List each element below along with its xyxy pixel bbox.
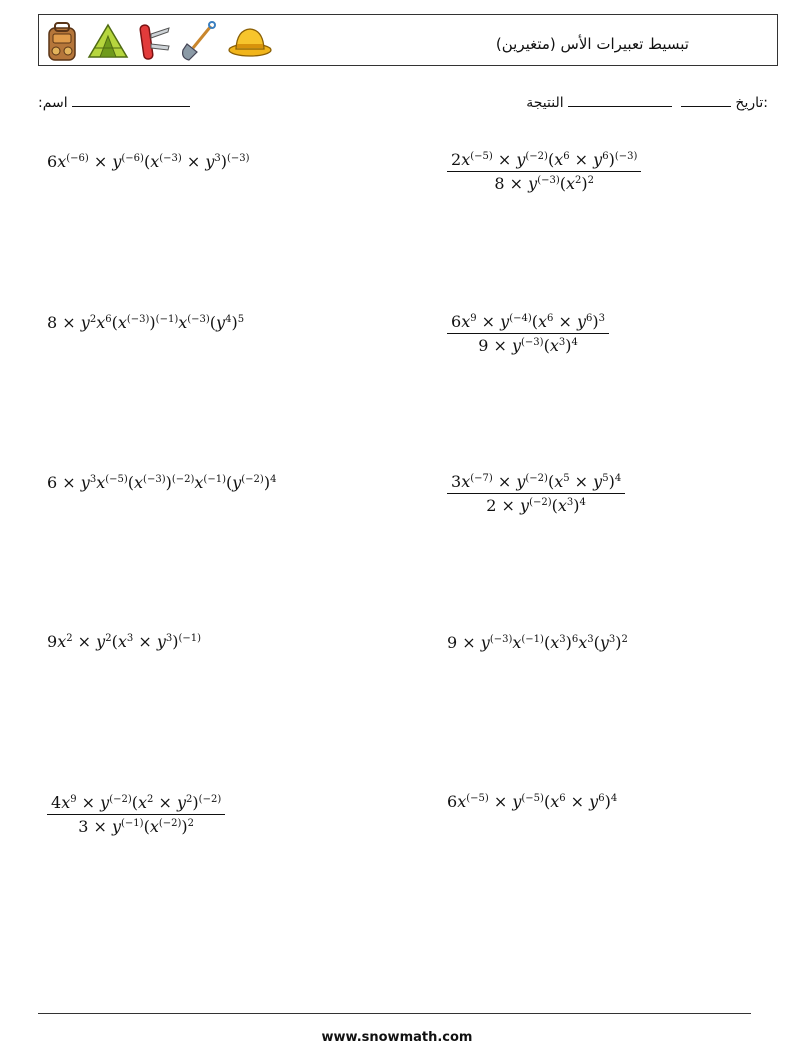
problem-5: $6 \times y^3x^{(-5)}(x^{(-3)})^{(-2)}x^{(-1)}(y^{(-2)})^4$ xyxy=(47,473,277,492)
problem-6 xyxy=(447,472,625,515)
footer-website[interactable]: www.snowmath.com xyxy=(321,1030,473,1045)
name-blank[interactable] xyxy=(72,94,190,107)
header-icons xyxy=(45,19,273,63)
backpack-icon xyxy=(45,20,79,62)
worksheet-header xyxy=(38,14,778,66)
problem-7: $9x^2 \times y^2(x^3 \times y^3)^{(-1)}$ xyxy=(47,632,202,651)
fraction: $\frac{3x^{(-7)} \times y^{(-2)}(x^5 \times y^5)^4}{2 \times y^{(-2)}(x^3)^4}$ xyxy=(447,472,625,515)
result-blank[interactable] xyxy=(568,94,672,107)
problem-1: $6x^{(-6)} \times y^{(-6)}(x^{(-3)} \times y^3)^{(-3)}$ xyxy=(47,152,250,171)
problem-2 xyxy=(447,150,641,193)
tent-icon xyxy=(87,22,129,60)
fraction: $\frac{6x^9 \times y^{(-4)}(x^6 \times y^6)^3}{9 \times y^{(-3)}(x^3)^4}$ xyxy=(447,312,609,355)
shovel-icon xyxy=(179,20,219,62)
date-blank[interactable] xyxy=(681,94,731,107)
worksheet-title: تبسيط تعبيرات الأس (متغيرين) xyxy=(495,35,689,53)
name-label: :اسم xyxy=(38,95,68,111)
footer-divider xyxy=(38,1013,751,1014)
date-result-row xyxy=(526,94,768,111)
problem-9 xyxy=(47,793,225,836)
result-label: النتيجة xyxy=(526,95,564,111)
problem-8: $9 \times y^{(-3)}x^{(-1)}(x^3)^6x^3(y^3)^2$ xyxy=(447,633,628,652)
problem-3: $8 \times y^2x^6(x^{(-3)})^{(-1)}x^{(-3)}(y^4)^5$ xyxy=(47,313,245,332)
camping-hat-icon xyxy=(227,22,273,60)
multitool-icon xyxy=(137,20,171,62)
name-row xyxy=(38,94,190,111)
fraction: $\frac{2x^{(-5)} \times y^{(-2)}(x^6 \times y^6)^{(-3)}}{8 \times y^{(-3)}(x^2)^2}$ xyxy=(447,150,641,193)
date-label: :تاريخ xyxy=(735,95,768,111)
problem-4 xyxy=(447,312,609,355)
fraction: $\frac{4x^9 \times y^{(-2)}(x^2 \times y^2)^{(-2)}}{3 \times y^{(-1)}(x^{(-2)})^2}$ xyxy=(47,793,225,836)
problem-10: $6x^{(-5)} \times y^{(-5)}(x^6 \times y^6)^4$ xyxy=(447,792,618,811)
